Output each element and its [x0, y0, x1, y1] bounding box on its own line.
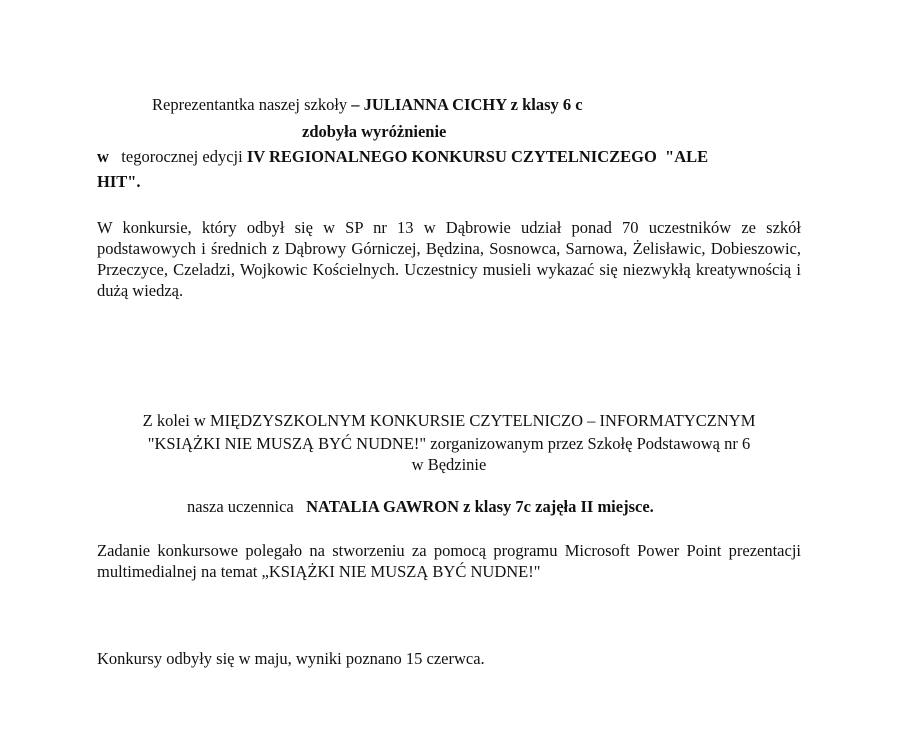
- contest-name-regional-end: HIT".: [97, 172, 141, 191]
- contest-name-regional: IV REGIONALNEGO KONKURSU CZYTELNICZEGO "ALE: [246, 147, 709, 166]
- paragraph-contest-details: W konkursie, który odbył się w SP nr 13 w Dąbrowie udział ponad 70 uczestników ze szkół podstawowych i średnich z Dąbrowy Górniczej, Będzina, Sosnowca, Sarnowa, Żelisławic, Dobieszowic, Przeczyce, Czeladzi, Wojkowic Kościelnych. Uczestnicy musieli wykazać się niezwykłą kreatywnością i dużą wiedzą.: [97, 218, 801, 300]
- winner-prefix: nasza uczennica: [187, 497, 294, 516]
- announcement-1-award: [302, 121, 446, 142]
- intro-text: Reprezentantka naszej szkoły: [152, 95, 348, 114]
- paragraph-task-description: Zadanie konkursowe polegało na stworzeniu za pomocą programu Microsoft Power Point prezentacji multimedialnej na temat „KSIĄŻKI NIE MUSZĄ BYĆ NUDNE!": [97, 541, 801, 581]
- announcement-1-line-3: [97, 146, 708, 167]
- announcement-2-line-3: w Będzinie: [411, 455, 487, 474]
- student-name-julianna: – JULIANNA CICHY z klasy 6 c: [351, 95, 583, 114]
- closing-line: Konkursy odbyły się w maju, wyniki poznano 15 czerwca.: [97, 649, 485, 668]
- announcement-1-line-1: [152, 94, 583, 115]
- announcement-1-line-4: [97, 171, 141, 192]
- announcement-2-line-2: "KSIĄŻKI NIE MUSZĄ BYĆ NUDNE!" zorganizowanym przez Szkołę Podstawową nr 6: [147, 434, 751, 453]
- award-text: zdobyła wyróżnienie: [302, 122, 447, 141]
- announcement-2-line-1: Z kolei w MIĘDZYSZKOLNYM KONKURSIE CZYTELNICZO – INFORMATYCZNYM: [142, 411, 756, 430]
- edition-text: tegorocznej edycji: [121, 147, 243, 166]
- winner-natalia: NATALIA GAWRON z klasy 7c zajęła II miejsce.: [306, 497, 654, 516]
- winner-line: [187, 496, 654, 517]
- w-text: w: [97, 147, 109, 166]
